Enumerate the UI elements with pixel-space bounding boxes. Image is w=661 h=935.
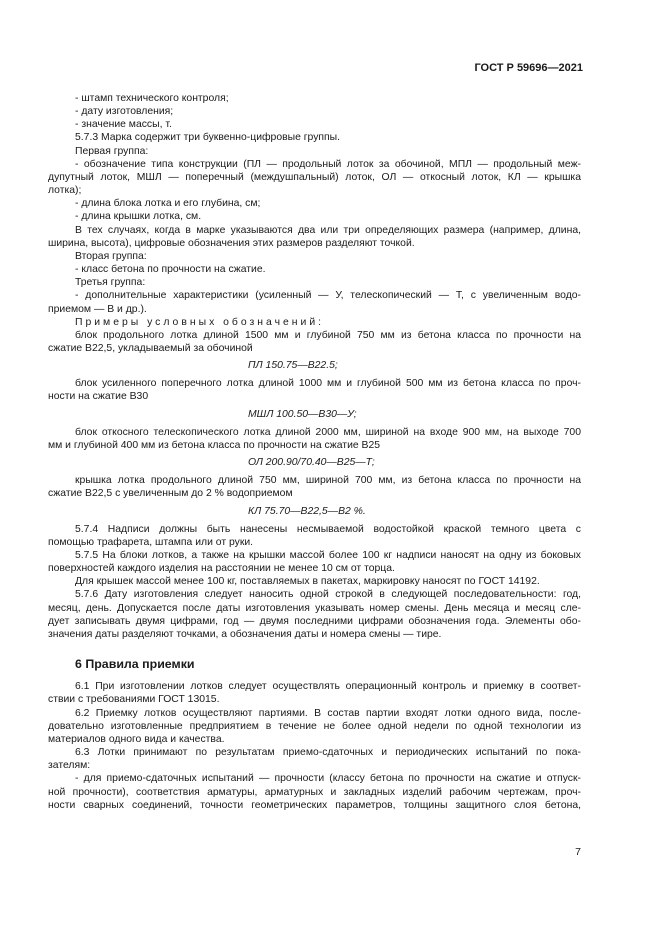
- text-line: ности сварных соединений, точности геометрических параметров, толщины защитного слоя бетона,: [48, 799, 581, 811]
- text-line: лотка);: [48, 185, 82, 197]
- text-line: ности на сжатие В30: [48, 391, 149, 403]
- text-line: ствии с требованиями ГОСТ 13015.: [48, 694, 220, 706]
- section-title: 6 Правила приемки: [75, 657, 195, 672]
- text-line: мм и глубиной 400 мм из бетона класса по прочности на сжатие В25: [48, 439, 381, 451]
- example-designation: МШЛ 100.50—В30—У;: [248, 408, 357, 420]
- clause-5-7-6: 5.7.6 Дату изготовления следует наносить одной строкой в следующей последовательности: год,: [75, 589, 581, 601]
- list-item: - длина блока лотка и его глубина, см;: [75, 198, 261, 210]
- text-line: материалов одного вида и качества.: [48, 733, 225, 745]
- text-line: помощью трафарета, штампа или от руки.: [48, 536, 254, 548]
- text-line: довательно изготовленные предприятием в течение не более одной недели по одной технологии из: [48, 720, 581, 732]
- text-line: крышка лотка продольного длиной 750 мм, шириной 700 мм, из бетона класса по прочности на: [75, 475, 581, 487]
- standard-designation: ГОСТ Р 59696—2021: [474, 62, 583, 74]
- text-line: Для крышек массой менее 100 кг, поставляемых в пакетах, маркировку наносят по ГОСТ 14192.: [75, 576, 540, 588]
- clause-5-7-4: 5.7.4 Надписи должны быть нанесены несмываемой водостойкой краской темного цвета с: [75, 523, 581, 535]
- text-line: блок откосного телескопического лотка длиной 2000 мм, шириной на входе 900 мм, на выходе 700: [75, 426, 581, 438]
- list-item: - длина крышки лотка, см.: [75, 211, 202, 223]
- clause-5-7-5: 5.7.5 На блоки лотков, а также на крышки массой более 100 кг надписи наносят на одну из боковых: [75, 550, 581, 561]
- text-line: сжатие В22,5, укладываемый за обочиной: [48, 342, 253, 354]
- text-line: сжатие В22,5 с увеличенным до 2 % водоприемом: [48, 488, 293, 500]
- text-line: значения даты разделяют точками, а обозначения даты и номера смены — тире.: [48, 628, 442, 640]
- group-heading: Вторая группа:: [75, 250, 147, 262]
- clause-6-3: 6.3 Лотки принимают по результатам приемо-сдаточных и периодических испытаний по пока-: [75, 747, 581, 759]
- text-line: зателям:: [48, 760, 91, 772]
- text-line: ширина, высота), цифровые обозначения этих размеров разделяют точкой.: [48, 237, 415, 249]
- clause-5-7-3: 5.7.3 Марка содержит три буквенно-цифровые группы.: [75, 132, 341, 144]
- list-item: - обозначение типа конструкции (ПЛ — продольный лоток за обочиной, МПЛ — продольный меж-: [75, 158, 581, 170]
- list-item: - дату изготовления;: [75, 106, 174, 118]
- text-line: приемом — В и др.).: [48, 303, 147, 315]
- text-line: В тех случаях, когда в марке указываются два или три определяющих размера (например, длина,: [75, 224, 581, 236]
- text-line: дупутный лоток, МШЛ — поперечный (междушпальный) лоток, ОЛ — откосный лоток, КЛ — крышка: [48, 171, 581, 183]
- text-line: дует записывать двумя цифрами, год — двумя последними цифрами обозначения года. Элементы обо-: [48, 615, 581, 627]
- example-designation: ПЛ 150.75—В22.5;: [248, 360, 338, 372]
- list-item: - класс бетона по прочности на сжатие.: [75, 264, 266, 276]
- page-number: 7: [575, 846, 581, 858]
- group-heading: Первая группа:: [75, 145, 149, 157]
- text-line: блок продольного лотка длиной 1500 мм и глубиной 750 мм из бетона класса по прочности на: [75, 329, 581, 341]
- group-heading: Третья группа:: [75, 277, 146, 289]
- clause-6-2: 6.2 Приемку лотков осуществляют партиями. В состав партии входят лотки одного вида, после-: [75, 707, 581, 719]
- clause-6-1: 6.1 При изготовлении лотков следует осуществлять операционный контроль и приемку в соответ-: [75, 681, 581, 693]
- list-item: - для приемо-сдаточных испытаний — прочности (классу бетона по прочности на сжатие и отпуск-: [75, 773, 581, 785]
- text-line: месяц, день. Допускается после даты изготовления указывать номер смены. День месяца и месяц сле-: [48, 602, 581, 614]
- list-item: - значение массы, т.: [75, 119, 172, 131]
- example-designation: КЛ 75.70—В22,5—В2 %.: [248, 505, 366, 517]
- text-line: блок усиленного поперечного лотка длиной 1000 мм и глубиной 500 мм из бетона класса по проч-: [75, 378, 581, 390]
- examples-heading: Примеры условных обозначений:: [75, 316, 325, 328]
- list-item: - дополнительные характеристики (усиленный — У, телескопический — Т, с увеличенным водо-: [75, 290, 581, 302]
- text-line: ной прочности), соответствия арматуры, арматурных и закладных изделий рабочим чертежам, проч-: [48, 786, 581, 798]
- example-designation: ОЛ 200.90/70.40—В25—Т;: [248, 457, 375, 469]
- body-text: [48, 92, 581, 812]
- text-line: поверхностей каждого изделия на расстоянии не менее 10 см от торца.: [48, 563, 395, 575]
- list-item: - штамп технического контроля;: [75, 93, 229, 104]
